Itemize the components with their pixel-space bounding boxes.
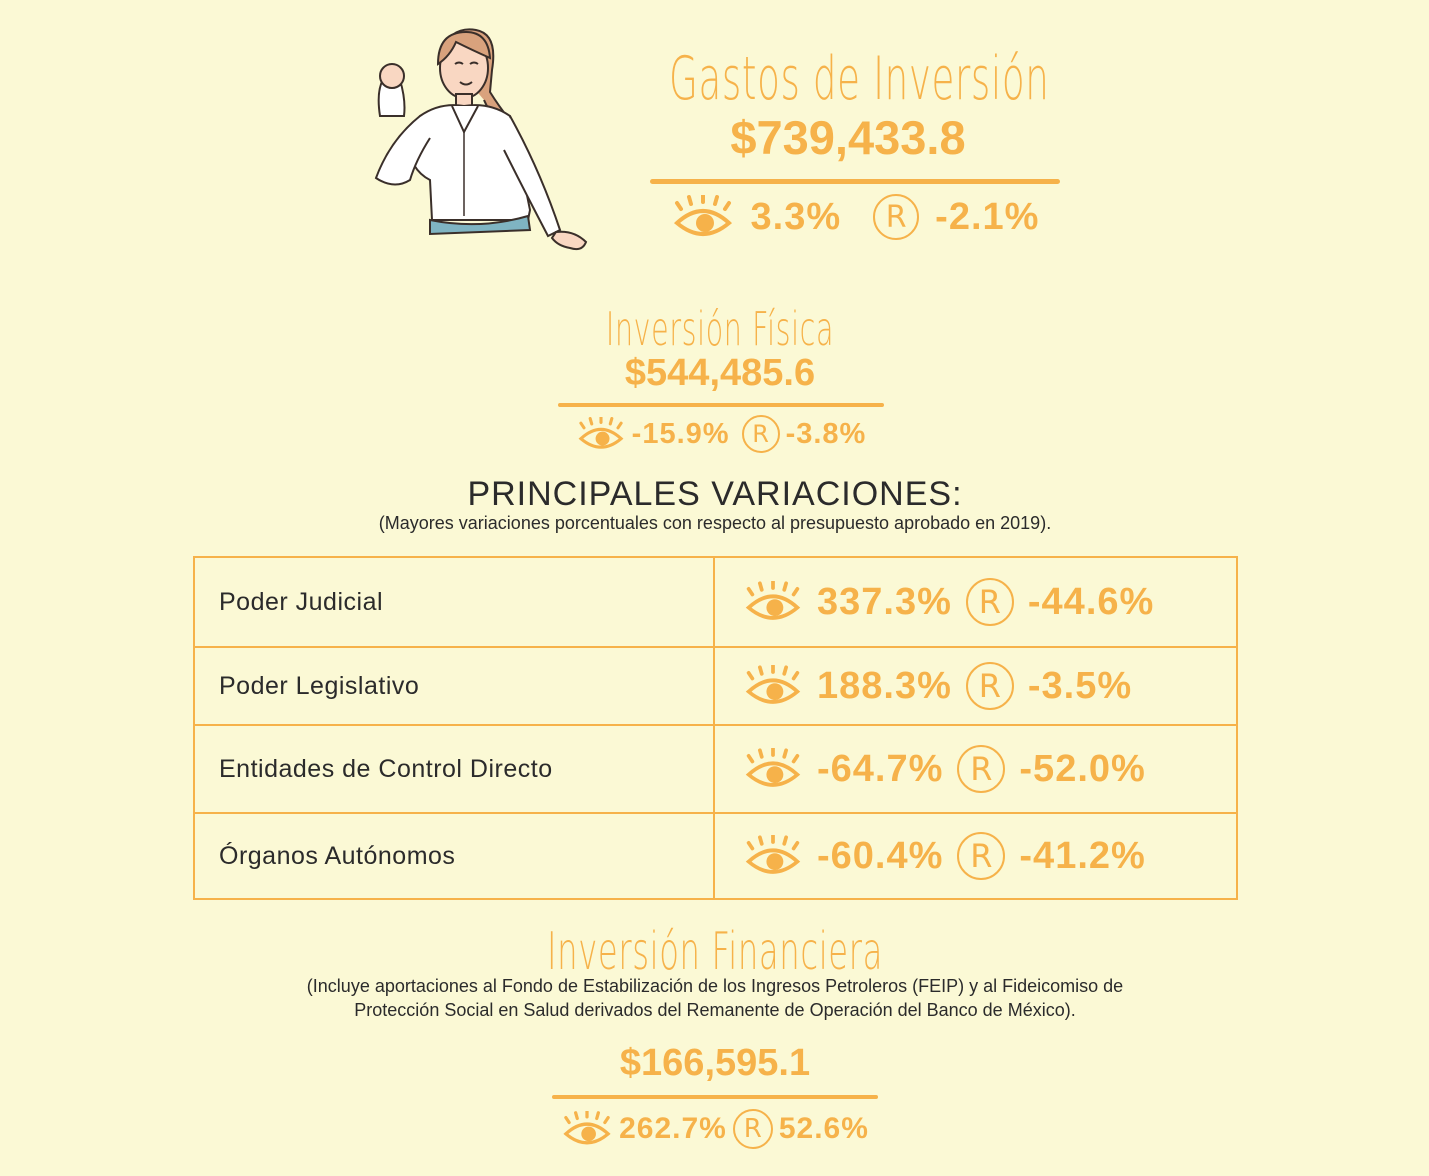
real-gastos: -2.1% <box>935 195 1040 238</box>
circled-r-icon: R <box>733 1109 773 1149</box>
row-name: Poder Legislativo <box>194 647 714 725</box>
circled-r-icon: R <box>742 415 780 453</box>
eye-icon <box>561 1111 613 1147</box>
woman-illustration <box>360 20 605 260</box>
row-values <box>714 647 1237 725</box>
amount-fisica: $544,485.6 <box>624 352 816 394</box>
circled-r-icon: R <box>966 578 1014 626</box>
divider-financiera <box>552 1095 878 1099</box>
table-row <box>194 813 1237 899</box>
financiera-desc-line2: Protección Social en Salud derivados del Remanente de Operación del Banco de México). <box>354 1000 1076 1020</box>
circled-r-icon: R <box>873 194 919 240</box>
eye-icon <box>671 195 735 239</box>
eye-icon <box>576 417 626 451</box>
row-values <box>714 557 1237 647</box>
eye-icon <box>743 665 803 707</box>
row-nominal: -64.7% <box>817 747 944 790</box>
circled-r-icon: R <box>966 662 1014 710</box>
eye-icon <box>743 581 803 623</box>
row-name: Entidades de Control Directo <box>194 725 714 813</box>
row-real: -41.2% <box>1019 834 1146 877</box>
amount-financiera: $166,595.1 <box>619 1042 811 1084</box>
row-nominal: 337.3% <box>817 580 952 623</box>
variaciones-table <box>193 556 1238 900</box>
circled-r-icon: R <box>957 832 1005 880</box>
section-title-financiera: Inversión Financiera <box>547 922 883 982</box>
nominal-fisica: -15.9% <box>631 417 730 450</box>
stats-financiera <box>540 1108 890 1150</box>
variaciones-subheading: (Mayores variaciones porcentuales con respecto al presupuesto aprobado en 2019). <box>378 513 1052 533</box>
variaciones-heading: PRINCIPALES VARIACIONES: <box>467 475 963 513</box>
row-name: Órganos Autónomos <box>194 813 714 899</box>
row-real: -52.0% <box>1019 747 1146 790</box>
nominal-gastos: 3.3% <box>750 195 842 238</box>
divider-gastos <box>650 179 1060 184</box>
amount-gastos: $739,433.8 <box>730 111 966 164</box>
row-real: -44.6% <box>1027 580 1155 623</box>
real-financiera: 52.6% <box>778 1112 869 1145</box>
divider-fisica <box>558 403 884 407</box>
row-values <box>714 813 1237 899</box>
stats-gastos <box>650 190 1060 244</box>
nominal-financiera: 262.7% <box>619 1112 727 1145</box>
row-name: Poder Judicial <box>194 557 714 647</box>
row-real: -3.5% <box>1027 664 1133 707</box>
section-title-gastos: Gastos de Inversión <box>669 44 1050 114</box>
row-values <box>714 725 1237 813</box>
section-title-fisica: Inversión Física <box>605 302 835 356</box>
real-fisica: -3.8% <box>785 417 867 450</box>
table-row <box>194 557 1237 647</box>
stats-fisica <box>548 414 894 454</box>
eye-icon <box>743 748 803 790</box>
eye-icon <box>743 835 803 877</box>
row-nominal: 188.3% <box>817 664 952 707</box>
circled-r-icon: R <box>957 745 1005 793</box>
financiera-desc-line1: (Incluye aportaciones al Fondo de Estabilización de los Ingresos Petroleros (FEIP) y al Fideicomiso de <box>306 976 1124 996</box>
table-row <box>194 725 1237 813</box>
table-row <box>194 647 1237 725</box>
row-nominal: -60.4% <box>817 834 944 877</box>
